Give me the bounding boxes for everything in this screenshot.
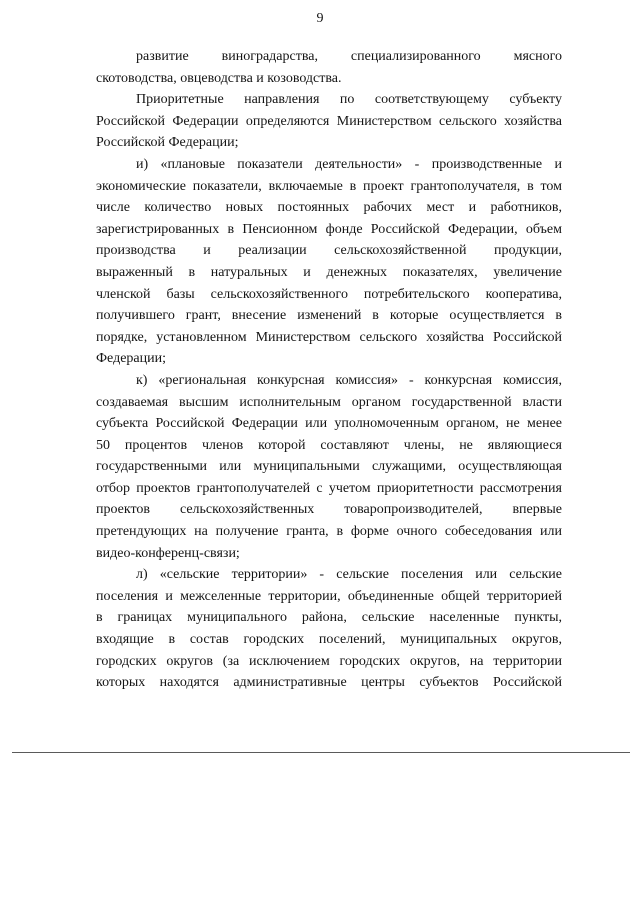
text-line: л) «сельские территории» - сельские поселения или сельские — [136, 567, 562, 583]
text-line: субъекта Российской Федерации или уполномоченным органом, не менее — [96, 416, 562, 432]
text-line: претендующих на получение гранта, в форме очного собеседования или — [96, 524, 562, 540]
text-line: производства и реализации сельскохозяйственной продукции, — [96, 243, 562, 259]
text-line: Федерации; — [96, 351, 167, 367]
page-number: 9 — [316, 11, 324, 26]
text-line: Российской Федерации определяются Министерством сельского хозяйства — [96, 113, 562, 129]
text-line: государственными или муниципальными служащими, осуществляющая — [96, 459, 562, 475]
text-line: Приоритетные направления по соответствующему субъекту — [136, 92, 562, 108]
text-line: порядке, установленном Министерством сельского хозяйства Российской — [96, 329, 562, 345]
text-line: к) «региональная конкурсная комиссия» - конкурсная комиссия, — [136, 372, 562, 388]
text-line: городских округов (за исключением городских округов, на территории — [96, 653, 562, 669]
text-line: создаваемая высшим исполнительным органом государственной власти — [96, 394, 562, 410]
text-line: поселения и межселенные территории, объединенные общей территорией — [96, 588, 562, 604]
text-line: числе количество новых постоянных рабочих мест и работников, — [96, 200, 562, 216]
page-bottom-rule — [12, 752, 630, 753]
text-line: членской базы сельскохозяйственного потребительского кооператива, — [96, 286, 562, 302]
text-line: экономические показатели, включаемые в проект грантополучателя, в том — [96, 178, 562, 194]
document-body — [96, 46, 562, 694]
text-line: Российской Федерации; — [96, 135, 239, 151]
text-line: видео-конференц-связи; — [96, 545, 240, 561]
text-line: зарегистрированных в Пенсионном фонде Российской Федерации, объем — [96, 221, 562, 237]
text-line: скотоводства, овцеводства и козоводства. — [96, 70, 342, 86]
text-line: выраженный в натуральных и денежных показателях, увеличение — [96, 264, 562, 280]
text-line: входящие в состав городских поселений, муниципальных округов, — [96, 632, 562, 648]
text-line: в границах муниципального района, сельские населенные пункты, — [96, 610, 562, 626]
text-line: отбор проектов грантополучателей с учетом приоритетности рассмотрения — [96, 480, 562, 496]
text-line: и) «плановые показатели деятельности» - производственные и — [136, 156, 562, 172]
text-line: проектов сельскохозяйственных товаропроизводителей, впервые — [96, 502, 562, 518]
text-line: получившего грант, внесение изменений в которые осуществляется в — [96, 308, 562, 324]
text-line: развитие виноградарства, специализированного мясного — [136, 49, 562, 64]
text-line: которых находятся административные центры субъектов Российской — [96, 675, 562, 691]
text-line: 50 процентов членов которой составляют члены, не являющиеся — [96, 437, 562, 453]
